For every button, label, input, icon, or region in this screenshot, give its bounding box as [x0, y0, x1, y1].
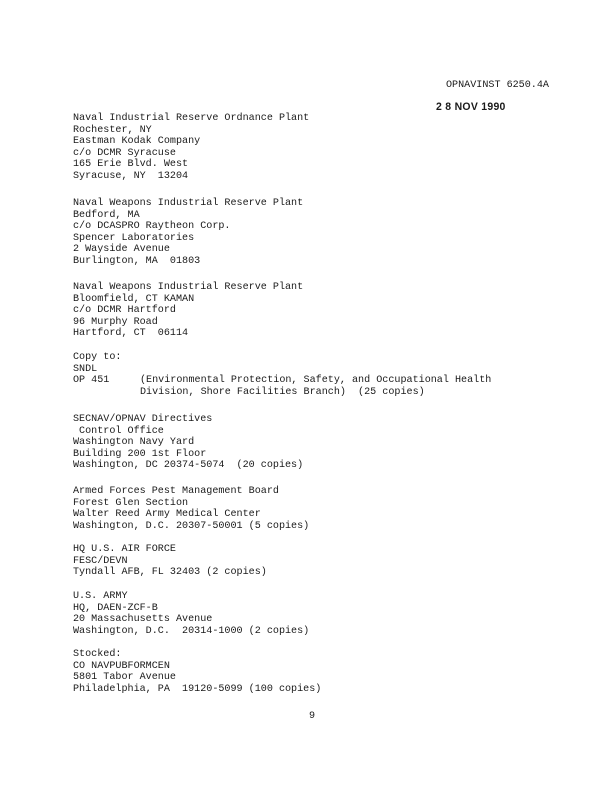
recipient-line: Washington, D.C. 20307-50001 (5 copies): [73, 520, 310, 532]
address-line: c/o DCASPRO Raytheon Corp.: [73, 221, 231, 233]
address-block-bedford: [73, 198, 303, 268]
recipient-line: U.S. ARMY: [73, 591, 128, 602]
recipient-line: Armed Forces Pest Management Board: [73, 486, 279, 497]
stocked-line: 5801 Tabor Avenue: [73, 672, 176, 684]
recipient-air-force: [73, 544, 267, 579]
recipient-line: Walter Reed Army Medical Center: [73, 509, 261, 521]
address-line: Spencer Laboratories: [73, 232, 195, 244]
address-line: c/o DCMR Syracuse: [73, 147, 176, 159]
address-block-bloomfield: [73, 282, 303, 340]
address-line: 96 Murphy Road: [73, 316, 158, 328]
stocked-section: [73, 649, 321, 695]
address-block-rochester: [73, 113, 309, 183]
stocked-line: CO NAVPUBFORMCEN: [73, 660, 170, 672]
address-line: Naval Weapons Industrial Reserve Plant: [73, 282, 304, 293]
date-stamp: 2 8 NOV 1990: [436, 101, 506, 113]
recipient-line: 20 Massachusetts Avenue: [73, 614, 213, 626]
recipient-army: [73, 591, 309, 637]
address-line: 165 Erie Blvd. West: [73, 159, 189, 171]
recipient-line: Washington Navy Yard: [73, 437, 195, 449]
recipient-afpmb: [73, 486, 309, 532]
sndl-label: SNDL: [73, 363, 98, 375]
op-451-entry: [73, 375, 573, 399]
recipient-line: Washington, DC 20374-5074 (20 copies): [73, 460, 304, 472]
copy-to-section: [73, 352, 121, 375]
recipient-line: SECNAV/OPNAV Directives: [73, 414, 213, 425]
address-line: 2 Wayside Avenue: [73, 244, 170, 256]
address-line: Bloomfield, CT KAMAN: [73, 293, 195, 305]
instruction-reference: OPNAVINST 6250.4A: [446, 80, 549, 91]
address-line: Bedford, MA: [73, 209, 140, 221]
recipient-line: Tyndall AFB, FL 32403 (2 copies): [73, 567, 267, 579]
address-line: Hartford, CT 06114: [73, 328, 189, 340]
op-code: OP 451: [73, 375, 110, 387]
address-line: Syracuse, NY 13204: [73, 170, 189, 182]
recipient-line: Forest Glen Section: [73, 497, 189, 509]
op-description-line: (Environmental Protection, Safety, and Occupational Health: [140, 375, 492, 387]
copy-to-heading: Copy to:: [73, 352, 122, 363]
recipient-line: HQ U.S. AIR FORCE: [73, 544, 176, 555]
address-line: Eastman Kodak Company: [73, 136, 201, 148]
op-description-line: Division, Shore Facilities Branch) (25 copies): [140, 386, 425, 398]
recipient-line: Control Office: [73, 425, 164, 437]
stocked-line: Philadelphia, PA 19120-5099 (100 copies): [73, 683, 322, 695]
address-line: Naval Industrial Reserve Ordnance Plant: [73, 113, 310, 124]
address-line: Rochester, NY: [73, 124, 152, 136]
address-line: Naval Weapons Industrial Reserve Plant: [73, 198, 304, 209]
address-line: c/o DCMR Hartford: [73, 305, 176, 317]
recipient-line: Washington, D.C. 20314-1000 (2 copies): [73, 625, 310, 637]
page-number: 9: [309, 711, 316, 722]
stocked-line: Stocked:: [73, 649, 122, 660]
recipient-line: HQ, DAEN-ZCF-B: [73, 602, 158, 614]
recipient-line: Building 200 1st Floor: [73, 448, 207, 460]
recipient-secnav-opnav: [73, 414, 303, 472]
recipient-line: FESC/DEVN: [73, 555, 128, 567]
address-line: Burlington, MA 01803: [73, 255, 201, 267]
